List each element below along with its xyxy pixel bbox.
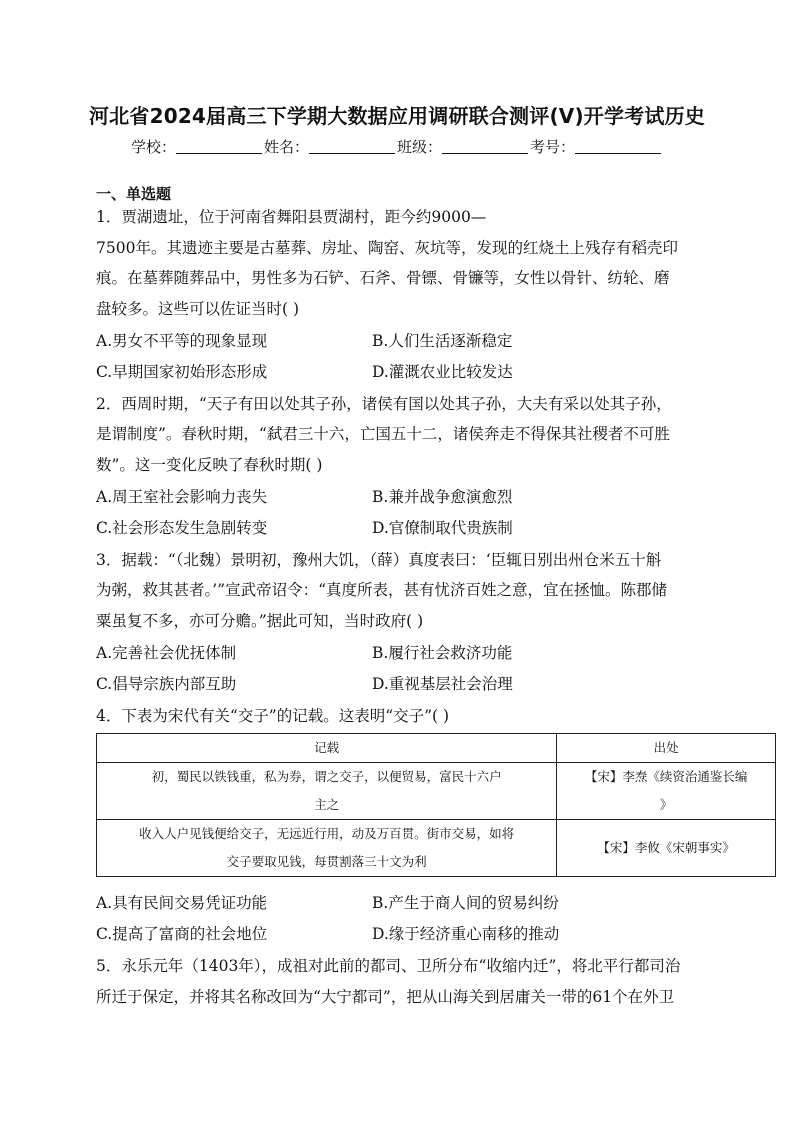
q4-line: 4．下表为宋代有关“交子”的记载。这表明“交子”( ) [96,707,450,725]
table-cell-record [97,763,557,820]
q4-option-b[interactable]: B.产生于商人间的贸易纠纷 [372,894,559,912]
q1-line: 7500年。其遗迹主要是古墓葬、房址、陶窑、灰坑等，发现的红烧土上残存有稻壳印 [96,239,678,257]
class-blank[interactable] [442,139,528,154]
q2-line: 2．西周时期，“天子有田以处其子孙，诸侯有国以处其子孙，大夫有采以处其子孙， [96,395,672,413]
class-label: 班级： [397,138,443,156]
q1-line: 1．贾湖遗址，位于河南省舞阳县贾湖村，距今约9000— [96,208,487,226]
source-text: 【宋】李攸《宋朝事实》 [597,840,735,855]
q2-line: 是谓制度”。春秋时期，“弑君三十六，亡国五十二，诸侯奔走不得保其社稷者不可胜 [96,425,670,443]
table-row [97,763,776,820]
number-label: 考号： [530,138,576,156]
table-cell-source [557,763,776,820]
student-info-line [0,136,794,157]
q2-option-b[interactable]: B.兼并战争愈演愈烈 [372,488,513,506]
q3-option-b[interactable]: B.履行社会救济功能 [372,644,513,662]
table-header-source: 出处 [557,734,776,763]
q1-line: 盘较多。这些可以佐证当时( ) [96,300,300,318]
q1-line: 痕。在墓葬随葬品中，男性多为石铲、石斧、骨镖、骨镰等，女性以骨针、纺轮、磨 [96,269,670,287]
table-cell-source [557,820,776,877]
q2-option-d[interactable]: D.官僚制取代贵族制 [372,519,513,537]
q2-line: 数”。这一变化反映了春秋时期( ) [96,456,323,474]
q3-line: 3．据载：“（北魏）景明初，豫州大饥，（薛）真度表曰：‘臣辄日别出州仓米五十斛 [96,551,662,569]
jiaozi-table [96,733,776,877]
source-text: 【宋】李焘《续资治通鉴长编 [584,769,748,784]
exam-title: 河北省2024届高三下学期大数据应用调研联合测评(V)开学考试历史 [88,104,706,128]
section-heading: 一、单选题 [96,185,172,203]
q3-option-a[interactable]: A.完善社会优抚体制 [96,644,237,662]
q1-option-d[interactable]: D.灌溉农业比较发达 [372,363,513,381]
table-header-row [97,734,776,763]
table-header-record: 记载 [97,734,557,763]
q3-line: 粟虽复不多，亦可分赡。”据此可知，当时政府( ) [96,612,424,630]
q3-option-c[interactable]: C.倡导宗族内部互助 [96,675,237,693]
q1-option-a[interactable]: A.男女不平等的现象显现 [96,332,268,350]
q4-option-c[interactable]: C.提高了富商的社会地位 [96,925,268,943]
q1-option-b[interactable]: B.人们生活逐渐稳定 [372,332,513,350]
q2-option-c[interactable]: C.社会形态发生急剧转变 [96,519,268,537]
table-row [97,820,776,877]
q4-option-d[interactable]: D.缘于经济重心南移的推动 [372,925,560,943]
q3-option-d[interactable]: D.重视基层社会治理 [372,675,513,693]
record-text: 主之 [314,797,340,812]
q3-line: 为粥，救其甚者。’”宣武帝诏令：“真度所表，甚有忧济百姓之意，宜在拯恤。陈郡储 [96,581,668,599]
table-cell-record [97,820,557,877]
name-label: 姓名： [263,138,309,156]
school-blank[interactable] [176,139,262,154]
source-text: 》 [659,797,673,812]
record-text: 初，蜀民以铁钱重，私为券，谓之交子，以便贸易，富民十六户 [151,769,502,784]
school-label: 学校： [130,138,176,156]
q1-option-c[interactable]: C.早期国家初始形态形成 [96,363,268,381]
record-text: 收入人户见钱便给交子，无远近行用，动及万百贯。街市交易，如将 [139,826,515,841]
number-blank[interactable] [575,139,661,154]
name-blank[interactable] [309,139,395,154]
record-text: 交子要取见钱，每贯割落三十文为利 [226,854,427,869]
q5-line: 所迁于保定，并将其名称改回为“大宁都司”，把从山海关到居庸关一带的61个在外卫 [96,988,675,1006]
q4-option-a[interactable]: A.具有民间交易凭证功能 [96,894,268,912]
q5-line: 5．永乐元年（1403年），成祖对此前的都司、卫所分布“收缩内迁”，将北平行都司治 [96,957,681,975]
q2-option-a[interactable]: A.周王室社会影响力丧失 [96,488,268,506]
